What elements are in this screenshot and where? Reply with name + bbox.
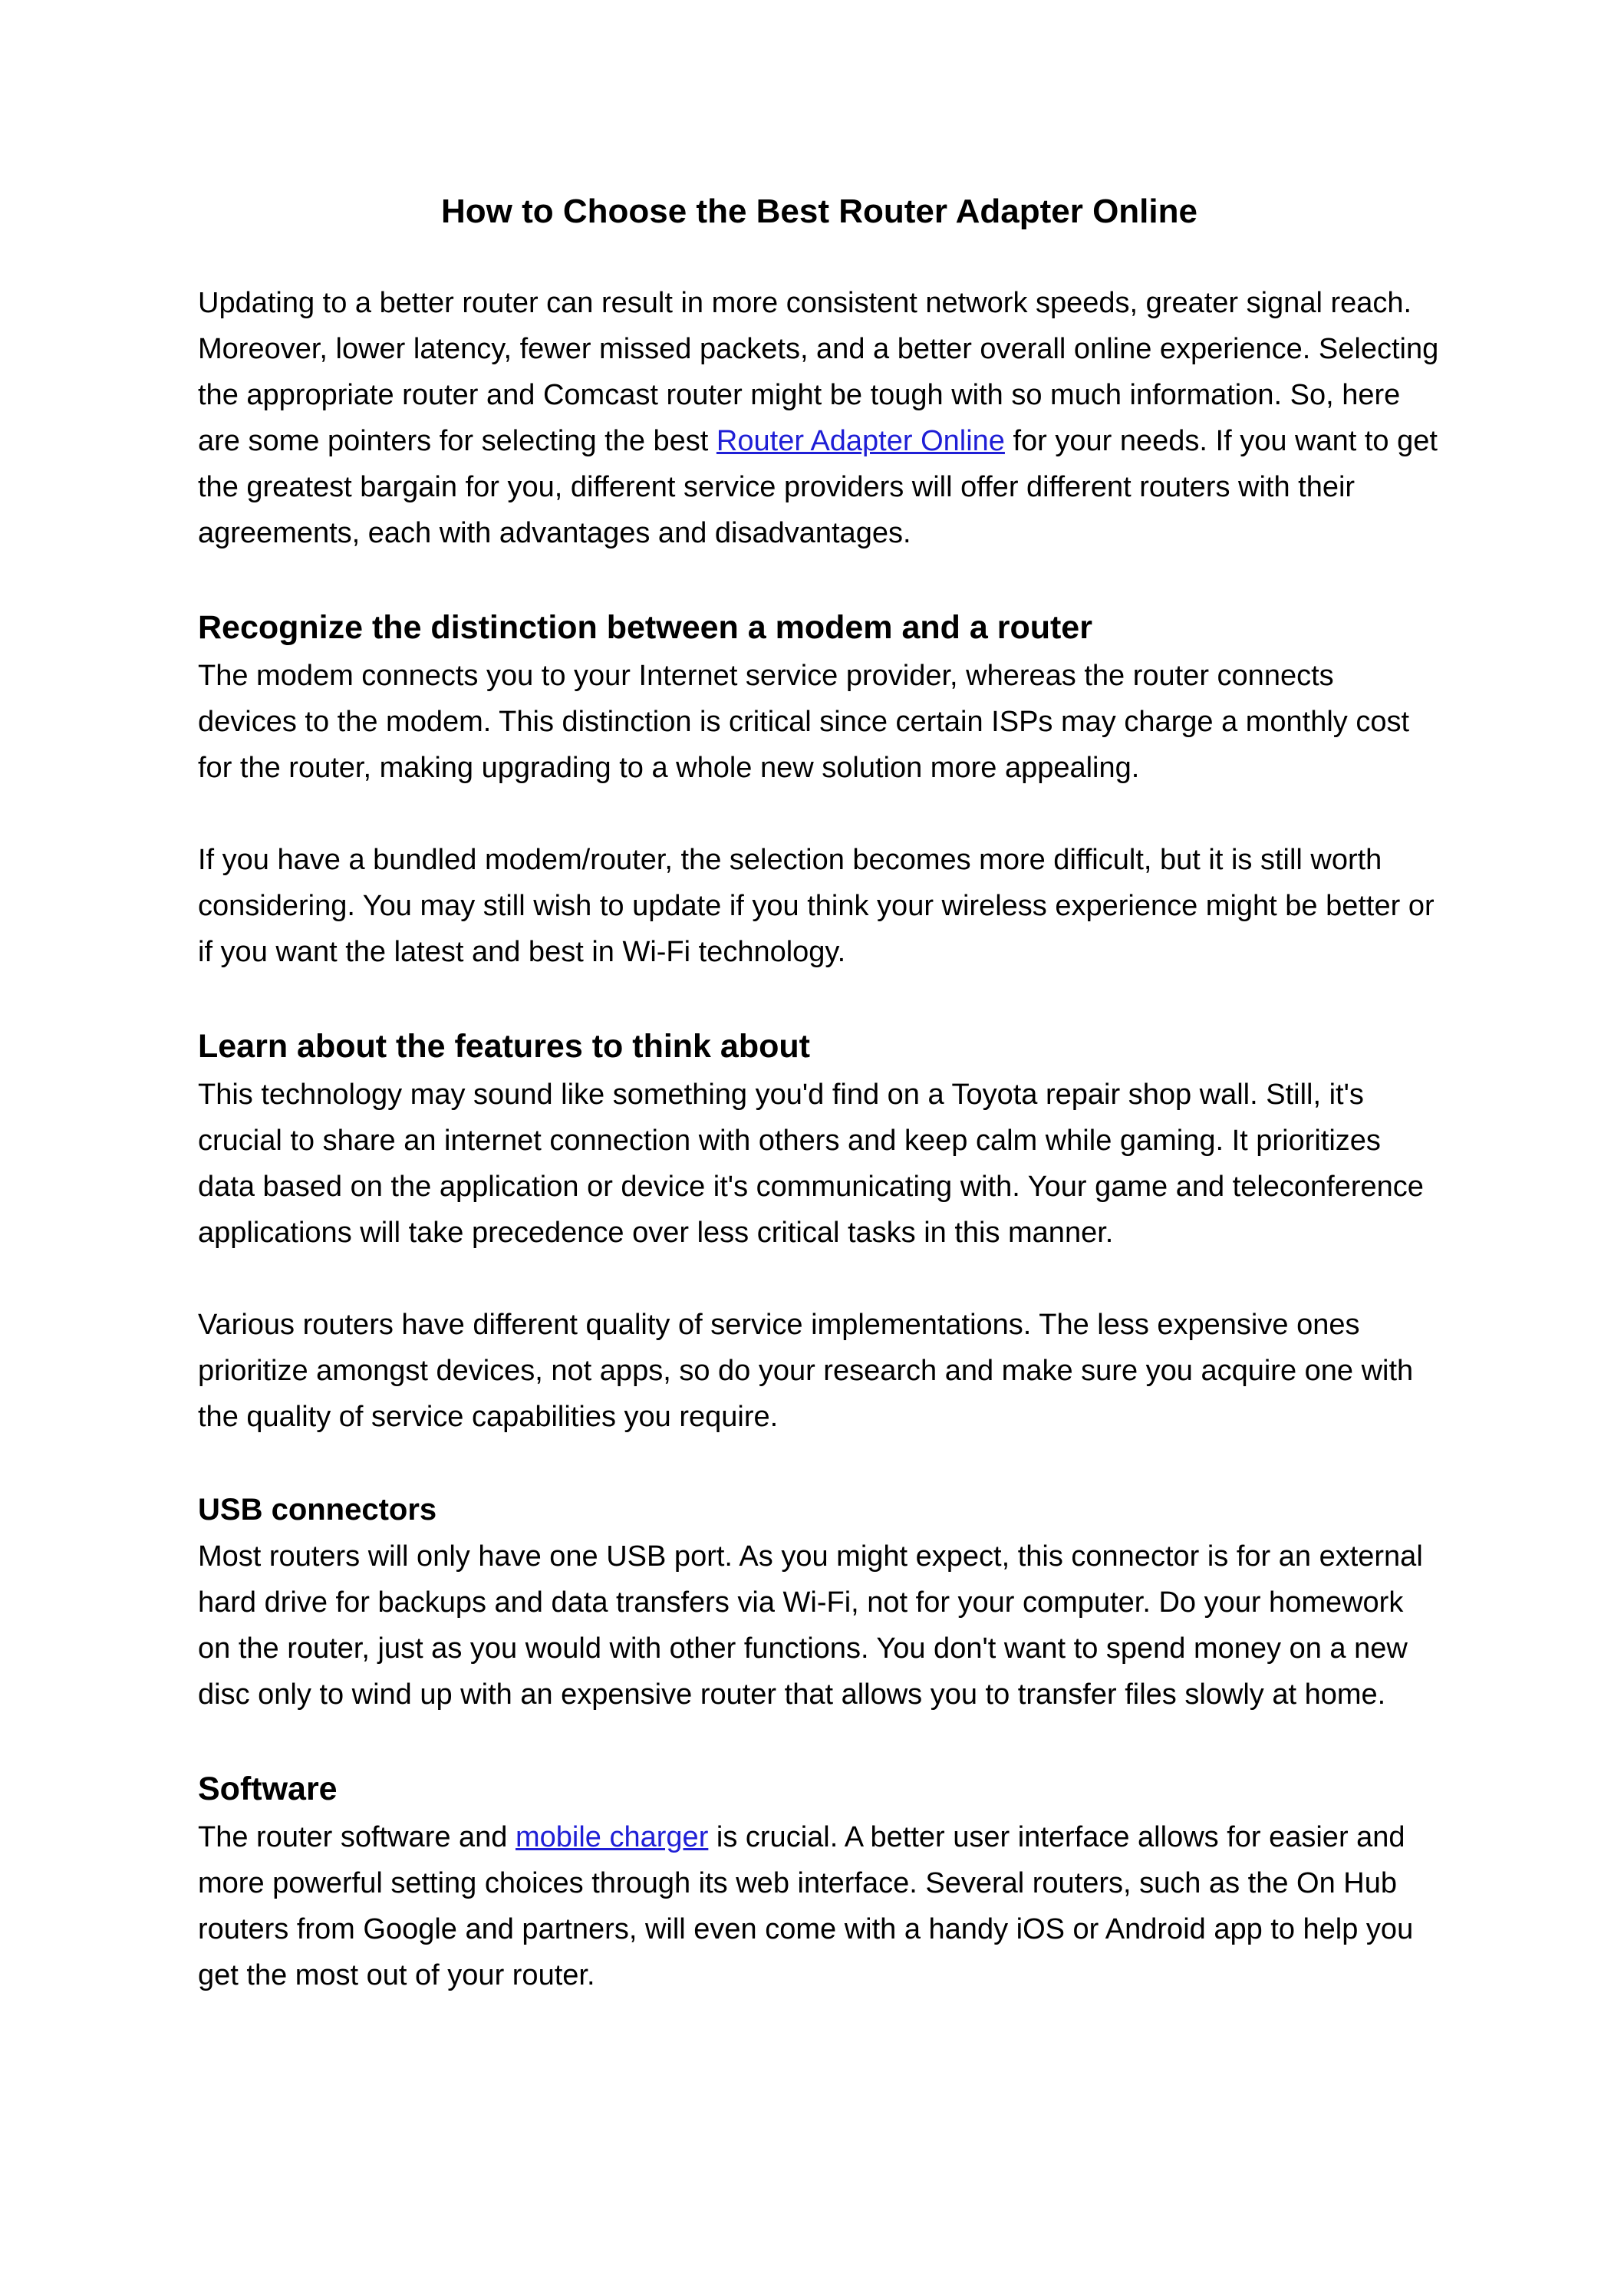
router-adapter-online-link[interactable]: Router Adapter Online <box>716 424 1005 457</box>
document-page <box>198 192 1441 2044</box>
intro-text-after-link: for your needs. If you want to get the greatest bargain for you, different service providers will offer different routers with their agreements, each with advantages and disadvantages. <box>198 424 1438 549</box>
software-text-after-link: is crucial. A better user interface allows for easier and more powerful setting choices through its web interface. Several routers, such as the On Hub routers from Google and partners, will even come with a handy iOS or Android app to help you get the most out of your router. <box>198 1820 1414 1991</box>
software-text-before-link: The router software and <box>198 1820 516 1853</box>
section4-paragraph-1 <box>198 1814 1441 1998</box>
section2-paragraph-1: This technology may sound like something you'd find on a Toyota repair shop wall. Still, it's crucial to share an internet connection with others and keep calm while gaming. It prioritizes data based on the application or device it's communicating with. Your game and teleconference applications will take precedence over less critical tasks in this manner. <box>198 1078 1424 1249</box>
section1-paragraph-2: If you have a bundled modem/router, the selection becomes more difficult, but it is still worth considering. You may still wish to update if you think your wireless experience might be better or if you want the latest and best in Wi-Fi technology. <box>198 843 1435 968</box>
intro-paragraph <box>198 280 1441 556</box>
document-title: How to Choose the Best Router Adapter Online <box>441 193 1197 230</box>
section1-paragraph-1: The modem connects you to your Internet service provider, whereas the router connects devices to the modem. This distinction is critical since certain ISPs may charge a monthly cost for the router, making upgrading to a whole new solution more appealing. <box>198 659 1410 784</box>
section-heading-features: Learn about the features to think about <box>198 1027 810 1065</box>
section2-paragraph-2: Various routers have different quality of service implementations. The less expensive ones prioritize amongst devices, not apps, so do your research and make sure you acquire one with the quality of service capabilities you require. <box>198 1308 1414 1433</box>
mobile-charger-link[interactable]: mobile charger <box>516 1820 709 1853</box>
section-features <box>198 1021 1441 1440</box>
section-heading-modem-router: Recognize the distinction between a modem and a router <box>198 608 1092 646</box>
section3-paragraph-1: Most routers will only have one USB port. As you might expect, this connector is for an external hard drive for backups and data transfers via Wi-Fi, not for your computer. Do your homework on the router, just as you would with other functions. You don't want to spend money on a new disc only to wind up with an expensive router that allows you to transfer files slowly at home. <box>198 1540 1423 1711</box>
section-heading-usb: USB connectors <box>198 1492 437 1527</box>
intro-text-before-link: Updating to a better router can result in more consistent network speeds, greater signal reach. Moreover, lower latency, fewer missed packets, and a better overall online experience. Selecting the appropriate router and Comcast router might be tough with so much information. So, here are some pointers for selecting the best <box>198 286 1439 457</box>
section-software <box>198 1764 1441 1998</box>
section-usb-connectors <box>198 1486 1441 1718</box>
section-modem-vs-router <box>198 602 1441 975</box>
section-heading-software: Software <box>198 1770 338 1807</box>
